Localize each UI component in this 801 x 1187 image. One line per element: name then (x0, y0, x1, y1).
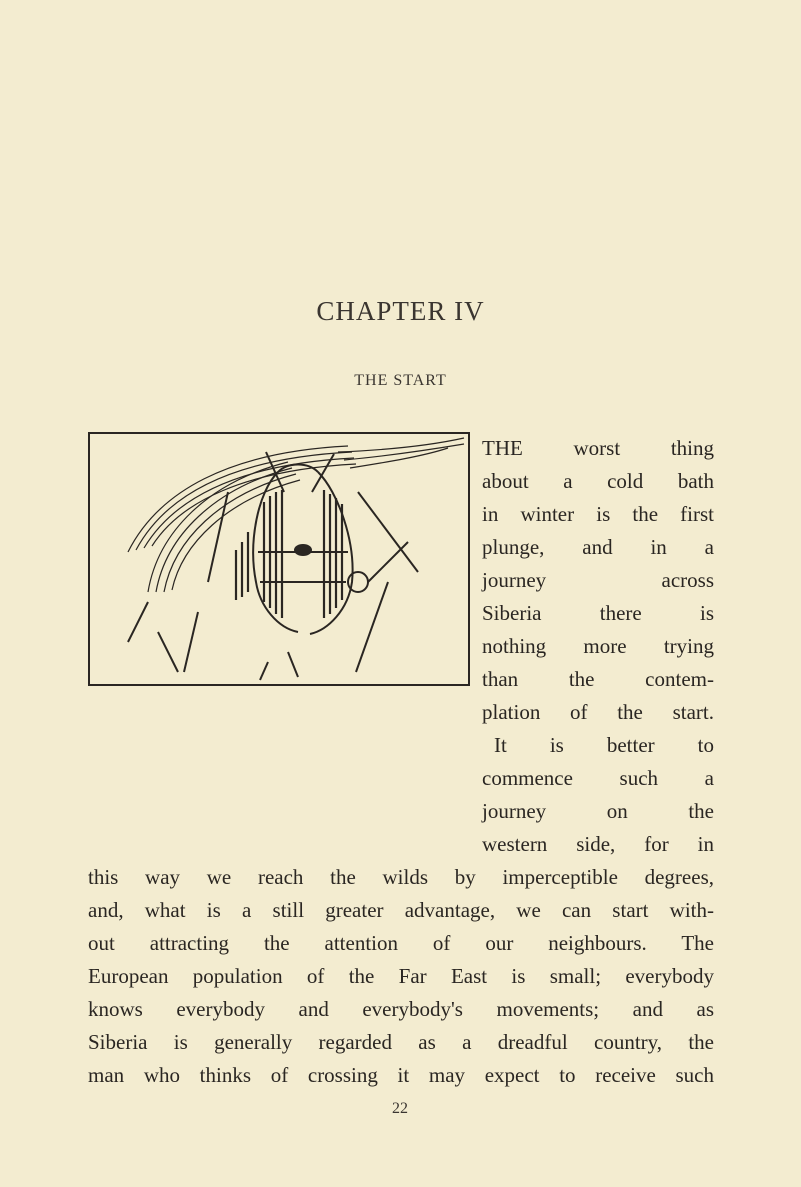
text-line: and, what is a still greater advantage, we can start with- (88, 898, 714, 922)
text-line: commence such a (482, 766, 714, 790)
text-line: THE worst thing (482, 436, 714, 460)
chapter-title: CHAPTER IV (316, 296, 485, 326)
text-line: knows everybody and everybody's movements; and as (88, 997, 714, 1021)
text-line: this way we reach the wilds by imperceptible degrees, (88, 865, 714, 889)
text-line: than the contem- (482, 667, 714, 691)
text-line: in winter is the first (482, 502, 714, 526)
text-line: out attracting the attention of our neighbours. The (88, 931, 714, 955)
page-number: 22 (392, 1100, 408, 1117)
text-line: man who thinks of crossing it may expect to receive such (88, 1063, 714, 1087)
text-line: European population of the Far East is small; everybody (88, 964, 714, 988)
horse-head-illustration (88, 432, 470, 686)
section-title: THE START (354, 372, 447, 389)
text-line: journey across (482, 568, 714, 592)
text-line: Siberia there is (482, 601, 714, 625)
text-line: It is better to (494, 733, 714, 757)
horse-head-illustration-icon (88, 432, 470, 686)
text-line: about a cold bath (482, 469, 714, 493)
text-line: western side, for in (482, 832, 714, 856)
text-line: journey on the (482, 799, 714, 823)
text-line: plation of the start. (482, 700, 714, 724)
text-line: plunge, and in a (482, 535, 714, 559)
text-line: nothing more trying (482, 634, 714, 658)
text-line: Siberia is generally regarded as a dreadful country, the (88, 1030, 714, 1054)
